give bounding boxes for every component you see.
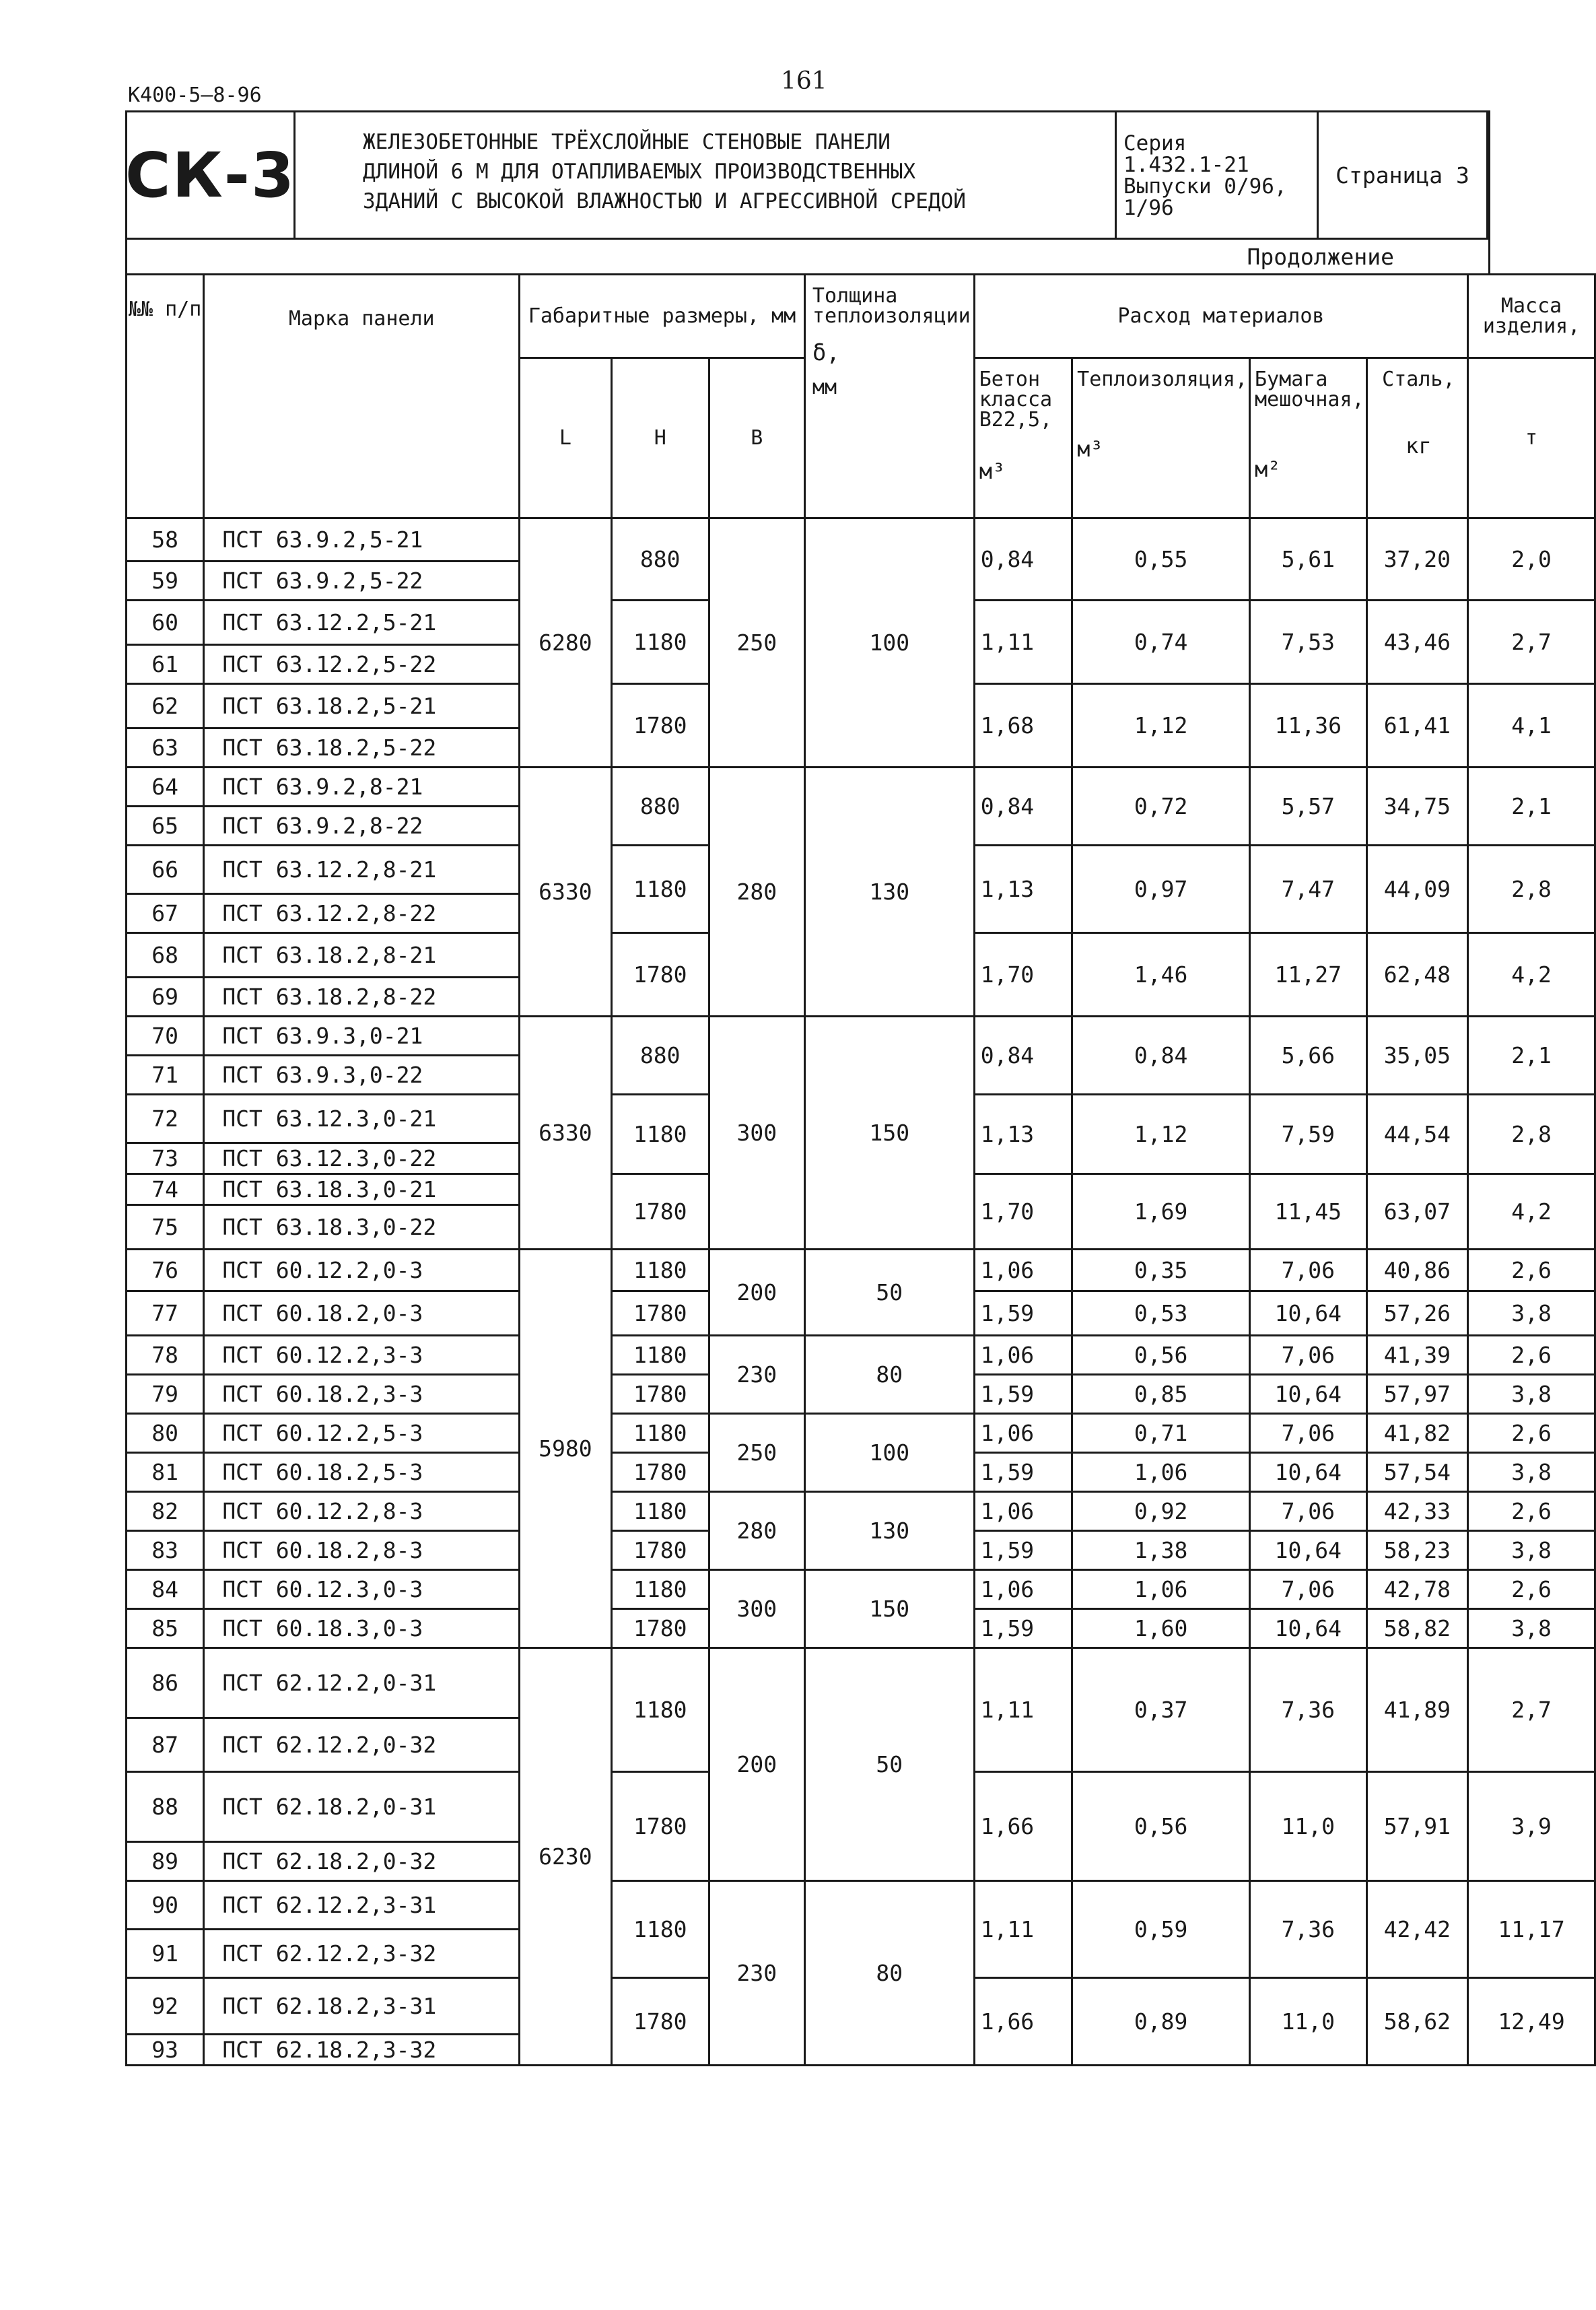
header-thickness-label: Толщина теплоизоляции [812,284,971,328]
header-thickness-symbol: δ, [812,339,840,366]
insulation-thickness: 150 [804,1017,974,1250]
panel-mark: ПСТ 60.12.3,0-3 [204,1570,520,1609]
paper-area: 7,06 [1250,1570,1367,1609]
product-mass: 2,7 [1468,1648,1595,1772]
product-mass: 3,9 [1468,1772,1595,1881]
insulation-volume: 0,59 [1072,1881,1250,1978]
header-dims: Габаритные размеры, мм [520,275,805,358]
insulation-volume: 0,92 [1072,1492,1250,1531]
height-H: 880 [611,518,709,601]
paper-area: 10,64 [1250,1291,1367,1336]
table-row [127,1336,1595,1375]
header-B: B [709,358,804,518]
insulation-volume: 0,55 [1072,518,1250,601]
height-H: 880 [611,768,709,846]
row-number: 69 [127,978,204,1017]
panel-mark: ПСТ 63.18.2,8-22 [204,978,520,1017]
steel-mass: 57,97 [1366,1375,1468,1414]
width-B: 200 [709,1250,804,1336]
row-number: 70 [127,1017,204,1056]
width-B: 300 [709,1570,804,1648]
insulation-volume: 0,97 [1072,846,1250,933]
product-mass: 2,6 [1468,1492,1595,1531]
product-mass: 2,6 [1468,1570,1595,1609]
row-number: 89 [127,1842,204,1881]
steel-mass: 57,91 [1366,1772,1468,1881]
concrete-volume: 1,66 [974,1772,1072,1881]
row-number: 73 [127,1143,204,1174]
paper-area: 7,59 [1250,1095,1367,1174]
steel-mass: 42,33 [1366,1492,1468,1531]
product-mass: 4,2 [1468,1174,1595,1250]
insulation-thickness: 80 [804,1881,974,2066]
header-steel-label: Сталь, [1382,368,1455,391]
height-H: 1180 [611,1492,709,1531]
concrete-volume: 1,13 [974,1095,1072,1174]
header-mass-unit: т [1468,358,1595,518]
width-B: 280 [709,1492,804,1570]
panel-mark: ПСТ 60.18.2,3-3 [204,1375,520,1414]
width-B: 250 [709,1414,804,1492]
header-num: №№ п/п [127,275,204,518]
panel-mark: ПСТ 62.18.2,3-31 [204,1978,520,2035]
product-mass: 2,0 [1468,518,1595,601]
panel-table [125,273,1596,2066]
document-code: К400-5—8-96 [128,83,262,107]
row-number: 86 [127,1648,204,1718]
row-number: 82 [127,1492,204,1531]
paper-area: 11,0 [1250,1978,1367,2066]
panel-mark: ПСТ 63.9.2,5-22 [204,562,520,601]
paper-area: 10,64 [1250,1609,1367,1648]
table-row [127,1250,1595,1291]
header-steel [1366,358,1468,518]
paper-area: 5,57 [1250,768,1367,846]
insulation-volume: 1,06 [1072,1453,1250,1492]
panel-mark: ПСТ 63.12.2,8-22 [204,894,520,933]
header-consumption: Расход материалов [974,275,1467,358]
paper-area: 7,06 [1250,1336,1367,1375]
paper-area: 5,66 [1250,1017,1367,1095]
panel-mark: ПСТ 63.18.2,5-21 [204,684,520,728]
panel-mark: ПСТ 60.12.2,5-3 [204,1414,520,1453]
insulation-volume: 1,46 [1072,933,1250,1017]
header-paper-unit: м² [1255,456,1281,482]
insulation-volume: 0,37 [1072,1648,1250,1772]
steel-mass: 41,39 [1366,1336,1468,1375]
paper-area: 10,64 [1250,1375,1367,1414]
panel-mark: ПСТ 63.9.3,0-21 [204,1017,520,1056]
length-L: 6280 [520,518,612,768]
row-number: 59 [127,562,204,601]
panel-mark: ПСТ 62.18.2,0-31 [204,1772,520,1842]
row-number: 76 [127,1250,204,1291]
concrete-volume: 0,84 [974,518,1072,601]
table-row [127,1017,1595,1056]
height-H: 1180 [611,601,709,684]
insulation-thickness: 130 [804,1492,974,1570]
width-B: 230 [709,1336,804,1414]
header-thickness-unit: мм [812,376,837,399]
panel-mark: ПСТ 63.18.2,5-22 [204,728,520,768]
concrete-volume: 1,68 [974,684,1072,768]
insulation-volume: 0,35 [1072,1250,1250,1291]
insulation-thickness: 150 [804,1570,974,1648]
height-H: 1180 [611,1336,709,1375]
header-concrete-label: Бетон класса B22,5, [979,368,1053,432]
paper-area: 10,64 [1250,1453,1367,1492]
panel-mark: ПСТ 60.12.2,0-3 [204,1250,520,1291]
product-mass: 2,6 [1468,1336,1595,1375]
page-number: 161 [781,67,827,95]
panel-mark: ПСТ 63.18.3,0-21 [204,1174,520,1205]
table-row [127,1570,1595,1609]
height-H: 1780 [611,933,709,1017]
height-H: 1180 [611,846,709,933]
series-label: Серия [1123,131,1187,156]
width-B: 300 [709,1017,804,1250]
panel-mark: ПСТ 63.18.2,8-21 [204,933,520,978]
row-number: 72 [127,1095,204,1143]
paper-area: 11,27 [1250,933,1367,1017]
steel-mass: 44,09 [1366,846,1468,933]
product-mass: 2,6 [1468,1250,1595,1291]
product-mass: 2,7 [1468,601,1595,684]
steel-mass: 35,05 [1366,1017,1468,1095]
length-L: 6330 [520,1017,612,1250]
height-H: 1180 [611,1570,709,1609]
document-title [296,112,1117,238]
product-mass: 3,8 [1468,1375,1595,1414]
panel-mark: ПСТ 62.18.2,3-32 [204,2035,520,2066]
length-L: 5980 [520,1250,612,1648]
product-mass: 12,49 [1468,1978,1595,2066]
height-H: 1180 [611,1881,709,1978]
header-concrete [974,358,1072,518]
title-line: ЗДАНИЙ С ВЫСОКОЙ ВЛАЖНОСТЬЮ И АГРЕССИВНОЙ СРЕДОЙ [363,189,966,213]
row-number: 63 [127,728,204,768]
panel-mark: ПСТ 60.12.2,3-3 [204,1336,520,1375]
panel-mark: ПСТ 63.9.3,0-22 [204,1056,520,1095]
row-number: 58 [127,518,204,562]
insulation-volume: 0,56 [1072,1772,1250,1881]
panel-mark: ПСТ 63.12.2,8-21 [204,846,520,894]
series-info [1117,112,1319,238]
title-block [125,110,1490,240]
header-paper [1250,358,1367,518]
header-insulation [1072,358,1250,518]
insulation-volume: 0,84 [1072,1017,1250,1095]
steel-mass: 57,26 [1366,1291,1468,1336]
row-number: 62 [127,684,204,728]
row-number: 65 [127,807,204,846]
height-H: 1780 [611,1531,709,1570]
panel-mark: ПСТ 63.9.2,5-21 [204,518,520,562]
panel-mark: ПСТ 60.12.2,8-3 [204,1492,520,1531]
product-mass: 3,8 [1468,1531,1595,1570]
issues: Выпуски 0/96, 1/96 [1123,174,1287,220]
sheet-code: СК-3 [127,112,296,238]
header-thickness [804,275,974,518]
concrete-volume: 1,13 [974,846,1072,933]
concrete-volume: 1,06 [974,1336,1072,1375]
concrete-volume: 1,70 [974,1174,1072,1250]
header-insulation-label: Теплоизоляция, [1077,368,1248,391]
row-number: 78 [127,1336,204,1375]
steel-mass: 58,82 [1366,1609,1468,1648]
insulation-volume: 0,72 [1072,768,1250,846]
panel-mark: ПСТ 63.12.3,0-22 [204,1143,520,1174]
panel-mark: ПСТ 63.9.2,8-22 [204,807,520,846]
header-H: H [611,358,709,518]
height-H: 1780 [611,1375,709,1414]
height-H: 1780 [611,1772,709,1881]
paper-area: 7,06 [1250,1492,1367,1531]
steel-mass: 57,54 [1366,1453,1468,1492]
header-concrete-unit: м³ [979,458,1006,484]
height-H: 1780 [611,1291,709,1336]
product-mass: 2,6 [1468,1414,1595,1453]
height-H: 1180 [611,1095,709,1174]
series-value: 1.432.1-21 [1123,153,1249,177]
row-number: 87 [127,1718,204,1772]
row-number: 68 [127,933,204,978]
length-L: 6330 [520,768,612,1017]
title-line: ДЛИНОЙ 6 М ДЛЯ ОТАПЛИВАЕМЫХ ПРОИЗВОДСТВЕННЫХ [363,160,916,184]
insulation-volume: 0,74 [1072,601,1250,684]
header-insulation-unit: м³ [1077,436,1103,462]
steel-mass: 44,54 [1366,1095,1468,1174]
panel-mark: ПСТ 63.12.3,0-21 [204,1095,520,1143]
concrete-volume: 1,06 [974,1414,1072,1453]
panel-mark: ПСТ 63.12.2,5-22 [204,645,520,684]
header-mark: Марка панели [204,275,520,518]
concrete-volume: 1,06 [974,1250,1072,1291]
steel-mass: 42,42 [1366,1881,1468,1978]
height-H: 1780 [611,1453,709,1492]
row-number: 61 [127,645,204,684]
row-number: 85 [127,1609,204,1648]
table-row [127,1492,1595,1531]
insulation-volume: 1,06 [1072,1570,1250,1609]
product-mass: 2,1 [1468,768,1595,846]
steel-mass: 41,82 [1366,1414,1468,1453]
concrete-volume: 1,59 [974,1531,1072,1570]
concrete-volume: 1,59 [974,1453,1072,1492]
row-number: 93 [127,2035,204,2066]
panel-mark: ПСТ 60.18.3,0-3 [204,1609,520,1648]
width-B: 250 [709,518,804,768]
concrete-volume: 0,84 [974,768,1072,846]
panel-mark: ПСТ 60.18.2,5-3 [204,1453,520,1492]
table-body [127,518,1595,2066]
insulation-volume: 1,12 [1072,1095,1250,1174]
concrete-volume: 1,59 [974,1291,1072,1336]
panel-mark: ПСТ 62.12.2,3-32 [204,1930,520,1978]
insulation-thickness: 50 [804,1250,974,1336]
height-H: 1780 [611,1174,709,1250]
paper-area: 7,53 [1250,601,1367,684]
concrete-volume: 1,11 [974,1648,1072,1772]
insulation-volume: 1,12 [1072,684,1250,768]
page-ref: Страница 3 [1319,112,1488,238]
paper-area: 11,0 [1250,1772,1367,1881]
steel-mass: 37,20 [1366,518,1468,601]
row-number: 83 [127,1531,204,1570]
product-mass: 2,8 [1468,846,1595,933]
height-H: 1180 [611,1414,709,1453]
row-number: 74 [127,1174,204,1205]
row-number: 90 [127,1881,204,1930]
table-row [127,1881,1595,1930]
height-H: 1780 [611,1609,709,1648]
row-number: 79 [127,1375,204,1414]
row-number: 75 [127,1205,204,1250]
paper-area: 10,64 [1250,1531,1367,1570]
row-number: 92 [127,1978,204,2035]
panel-mark: ПСТ 63.18.3,0-22 [204,1205,520,1250]
continuation-label: Продолжение [1247,244,1394,270]
row-number: 67 [127,894,204,933]
product-mass: 3,8 [1468,1609,1595,1648]
steel-mass: 58,23 [1366,1531,1468,1570]
row-number: 60 [127,601,204,645]
table-row [127,768,1595,807]
paper-area: 7,06 [1250,1414,1367,1453]
header-paper-label: Бумага мешочная, [1255,368,1364,411]
paper-area: 7,06 [1250,1250,1367,1291]
steel-mass: 43,46 [1366,601,1468,684]
paper-area: 11,45 [1250,1174,1367,1250]
steel-mass: 62,48 [1366,933,1468,1017]
paper-area: 7,47 [1250,846,1367,933]
insulation-volume: 0,71 [1072,1414,1250,1453]
insulation-thickness: 80 [804,1336,974,1414]
row-number: 91 [127,1930,204,1978]
height-H: 880 [611,1017,709,1095]
panel-mark: ПСТ 63.12.2,5-21 [204,601,520,645]
insulation-volume: 1,69 [1072,1174,1250,1250]
paper-area: 11,36 [1250,684,1367,768]
paper-area: 7,36 [1250,1881,1367,1978]
concrete-volume: 1,59 [974,1375,1072,1414]
insulation-volume: 1,38 [1072,1531,1250,1570]
length-L: 6230 [520,1648,612,2066]
row-number: 88 [127,1772,204,1842]
width-B: 280 [709,768,804,1017]
steel-mass: 34,75 [1366,768,1468,846]
paper-area: 7,36 [1250,1648,1367,1772]
panel-mark: ПСТ 60.18.2,8-3 [204,1531,520,1570]
panel-mark: ПСТ 63.9.2,8-21 [204,768,520,807]
concrete-volume: 1,70 [974,933,1072,1017]
insulation-volume: 0,85 [1072,1375,1250,1414]
concrete-volume: 0,84 [974,1017,1072,1095]
panel-mark: ПСТ 62.12.2,0-31 [204,1648,520,1718]
concrete-volume: 1,59 [974,1609,1072,1648]
insulation-volume: 0,89 [1072,1978,1250,2066]
header-L: L [520,358,612,518]
product-mass: 2,1 [1468,1017,1595,1095]
product-mass: 2,8 [1468,1095,1595,1174]
width-B: 230 [709,1881,804,2066]
height-H: 1780 [611,684,709,768]
insulation-volume: 0,56 [1072,1336,1250,1375]
row-number: 71 [127,1056,204,1095]
concrete-volume: 1,11 [974,1881,1072,1978]
row-number: 80 [127,1414,204,1453]
product-mass: 11,17 [1468,1881,1595,1978]
paper-area: 5,61 [1250,518,1367,601]
panel-mark: ПСТ 62.18.2,0-32 [204,1842,520,1881]
steel-mass: 61,41 [1366,684,1468,768]
continuation-bar [125,240,1490,273]
insulation-thickness: 50 [804,1648,974,1881]
row-number: 64 [127,768,204,807]
insulation-volume: 1,60 [1072,1609,1250,1648]
steel-mass: 58,62 [1366,1978,1468,2066]
insulation-volume: 0,53 [1072,1291,1250,1336]
insulation-thickness: 100 [804,518,974,768]
row-number: 66 [127,846,204,894]
header-mass: Масса изделия, [1468,275,1595,358]
header-steel-unit: кг [1406,433,1432,458]
table-row [127,1648,1595,1718]
row-number: 77 [127,1291,204,1336]
concrete-volume: 1,11 [974,601,1072,684]
width-B: 200 [709,1648,804,1881]
concrete-volume: 1,06 [974,1570,1072,1609]
steel-mass: 63,07 [1366,1174,1468,1250]
steel-mass: 42,78 [1366,1570,1468,1609]
panel-mark: ПСТ 62.12.2,0-32 [204,1718,520,1772]
product-mass: 3,8 [1468,1453,1595,1492]
concrete-volume: 1,06 [974,1492,1072,1531]
steel-mass: 40,86 [1366,1250,1468,1291]
product-mass: 4,2 [1468,933,1595,1017]
table-row [127,518,1595,562]
insulation-thickness: 130 [804,768,974,1017]
table-row [127,1414,1595,1453]
product-mass: 3,8 [1468,1291,1595,1336]
insulation-thickness: 100 [804,1414,974,1492]
concrete-volume: 1,66 [974,1978,1072,2066]
product-mass: 4,1 [1468,684,1595,768]
row-number: 84 [127,1570,204,1609]
steel-mass: 41,89 [1366,1648,1468,1772]
height-H: 1180 [611,1250,709,1291]
title-line: ЖЕЛЕЗОБЕТОННЫЕ ТРЁХСЛОЙНЫЕ СТЕНОВЫЕ ПАНЕЛИ [363,130,891,154]
height-H: 1780 [611,1978,709,2066]
panel-mark: ПСТ 60.18.2,0-3 [204,1291,520,1336]
height-H: 1180 [611,1648,709,1772]
row-number: 81 [127,1453,204,1492]
panel-mark: ПСТ 62.12.2,3-31 [204,1881,520,1930]
